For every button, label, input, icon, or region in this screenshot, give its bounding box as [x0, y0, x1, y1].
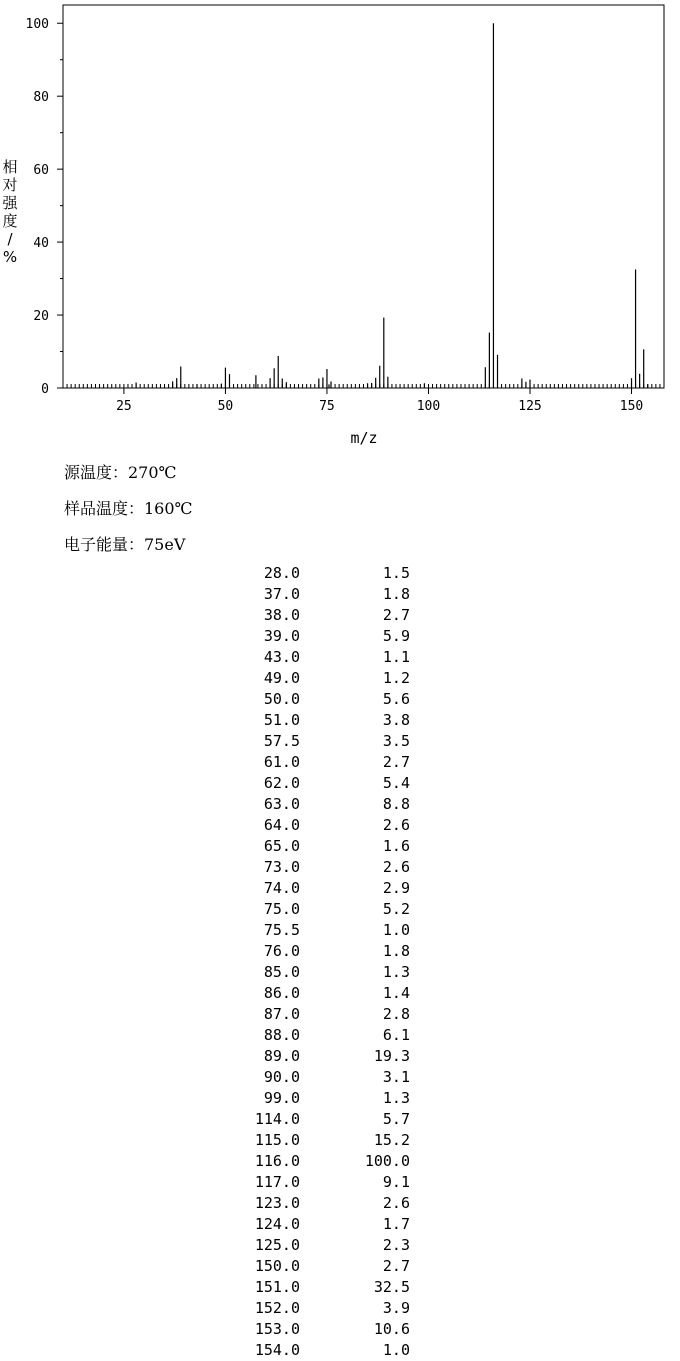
peak-row [220, 1130, 420, 1151]
peak-mz: 65.0 [263, 837, 300, 855]
peak-mz: 61.0 [263, 753, 300, 771]
peak-row [220, 1340, 420, 1361]
peak-row [220, 1277, 420, 1298]
peak-intensity: 1.8 [382, 942, 410, 960]
peak-row [220, 1151, 420, 1172]
peak-mz: 116.0 [254, 1152, 300, 1170]
x-tick-label: 150 [619, 399, 644, 414]
peak-row [220, 710, 420, 731]
peak-intensity: 2.3 [382, 1236, 410, 1254]
x-tick-label: 50 [217, 399, 234, 414]
peak-mz: 85.0 [263, 963, 300, 981]
peak-row [220, 836, 420, 857]
peak-row [220, 1109, 420, 1130]
peak-intensity: 19.3 [373, 1047, 410, 1065]
peak-row [220, 1067, 420, 1088]
y-axis-label-char: 度 [2, 212, 18, 230]
peak-row [220, 941, 420, 962]
peak-intensity: 2.7 [382, 753, 410, 771]
y-axis-label-char: / [7, 230, 13, 248]
peak-mz: 125.0 [254, 1236, 300, 1254]
peak-intensity: 2.9 [382, 879, 410, 897]
peak-mz: 154.0 [254, 1341, 300, 1359]
peak-intensity: 1.3 [382, 963, 410, 981]
peak-row [220, 1214, 420, 1235]
peak-intensity: 2.8 [382, 1005, 410, 1023]
peak-mz: 62.0 [263, 774, 300, 792]
y-tick-label: 80 [33, 90, 49, 106]
peak-intensity: 1.7 [382, 1215, 410, 1233]
peak-row [220, 1088, 420, 1109]
peak-intensity: 1.5 [382, 564, 410, 582]
peak-row [220, 605, 420, 626]
peak-intensity: 2.7 [382, 606, 410, 624]
peak-intensity: 1.8 [382, 585, 410, 603]
peak-intensity: 100.0 [364, 1152, 410, 1170]
peak-intensity: 5.6 [382, 690, 410, 708]
peak-intensity: 6.1 [382, 1026, 410, 1044]
peak-intensity: 2.6 [382, 1194, 410, 1212]
peak-row [220, 899, 420, 920]
y-tick-label: 100 [25, 17, 49, 33]
peak-mz: 37.0 [263, 585, 300, 603]
peak-row [220, 983, 420, 1004]
peak-mz: 88.0 [263, 1026, 300, 1044]
mass-spectrum-chart [0, 0, 680, 450]
peak-row [220, 731, 420, 752]
peak-mz: 75.5 [263, 921, 300, 939]
sample-temperature: 样品温度：160℃ [64, 499, 193, 518]
x-tick-label: 25 [116, 399, 132, 414]
peak-intensity: 1.4 [382, 984, 410, 1002]
peak-mz: 63.0 [263, 795, 300, 813]
peak-row [220, 668, 420, 689]
peak-mz: 151.0 [254, 1278, 300, 1296]
peak-mz: 43.0 [263, 648, 300, 666]
peak-mz: 38.0 [263, 606, 300, 624]
x-tick-label: 125 [518, 399, 542, 414]
x-axis-label: m/z [350, 429, 378, 447]
peak-row [220, 794, 420, 815]
peak-intensity: 5.7 [382, 1110, 410, 1128]
peak-intensity: 3.8 [382, 711, 410, 729]
y-tick-label: 60 [33, 163, 49, 179]
peak-mz: 117.0 [254, 1173, 300, 1191]
peak-row [220, 815, 420, 836]
minor-tick-marks [63, 384, 664, 388]
peak-intensity: 1.2 [382, 669, 410, 687]
peak-mz: 50.0 [263, 690, 300, 708]
peak-mz: 64.0 [263, 816, 300, 834]
y-tick-label: 0 [41, 382, 49, 397]
peak-intensity: 1.3 [382, 1089, 410, 1107]
peak-row [220, 1172, 420, 1193]
y-tick-label: 40 [33, 236, 49, 252]
peak-row [220, 857, 420, 878]
peak-mz: 115.0 [254, 1131, 300, 1149]
peak-row [220, 1298, 420, 1319]
peak-row [220, 584, 420, 605]
peak-row [220, 752, 420, 773]
peak-intensity: 1.1 [382, 648, 410, 666]
peak-row [220, 1319, 420, 1340]
peak-row [220, 689, 420, 710]
peak-intensity: 2.7 [382, 1257, 410, 1275]
peak-table [220, 563, 420, 1361]
y-axis-label-char: 强 [2, 194, 18, 212]
peak-row [220, 920, 420, 941]
x-axis-ticks [116, 388, 643, 414]
peak-mz: 51.0 [263, 711, 300, 729]
peak-mz: 99.0 [263, 1089, 300, 1107]
peak-row [220, 773, 420, 794]
y-axis-label-char: 对 [2, 176, 18, 194]
y-axis-label [2, 158, 18, 266]
peak-intensity: 3.5 [382, 732, 410, 750]
peak-intensity: 5.2 [382, 900, 410, 918]
peak-intensity: 3.1 [382, 1068, 410, 1086]
peak-intensity: 2.6 [382, 816, 410, 834]
peak-mz: 153.0 [254, 1320, 300, 1338]
peak-row [220, 647, 420, 668]
electron-energy: 电子能量：75eV [64, 535, 186, 554]
peak-intensity: 3.9 [382, 1299, 410, 1317]
peak-mz: 87.0 [263, 1005, 300, 1023]
y-axis-ticks [26, 17, 63, 397]
peak-mz: 76.0 [263, 942, 300, 960]
peak-mz: 150.0 [254, 1257, 300, 1275]
peak-row [220, 626, 420, 647]
peak-row [220, 1235, 420, 1256]
peak-row [220, 563, 420, 584]
peak-intensity: 1.0 [382, 921, 410, 939]
peak-mz: 86.0 [263, 984, 300, 1002]
peak-mz: 74.0 [263, 879, 300, 897]
peak-intensity: 9.1 [382, 1173, 410, 1191]
x-tick-label: 100 [416, 399, 441, 414]
peak-mz: 114.0 [254, 1110, 300, 1128]
peak-row [220, 1256, 420, 1277]
peak-intensity: 5.4 [382, 774, 410, 792]
peak-mz: 57.5 [263, 732, 300, 750]
peak-mz: 28.0 [263, 564, 300, 582]
peak-mz: 39.0 [263, 627, 300, 645]
x-tick-label: 75 [319, 399, 335, 414]
peak-mz: 123.0 [254, 1194, 300, 1212]
peak-intensity: 1.6 [382, 837, 410, 855]
peak-mz: 152.0 [254, 1299, 300, 1317]
peak-intensity: 5.9 [382, 627, 410, 645]
plot-frame [63, 5, 664, 388]
y-axis-label-char: % [2, 248, 18, 266]
peak-mz: 49.0 [263, 669, 300, 687]
peak-intensity: 15.2 [373, 1131, 410, 1149]
peak-mz: 90.0 [263, 1068, 300, 1086]
peak-mz: 75.0 [263, 900, 300, 918]
spectrum-peaks [136, 23, 648, 388]
peak-row [220, 1193, 420, 1214]
peak-row [220, 962, 420, 983]
peak-intensity: 32.5 [373, 1278, 410, 1296]
peak-mz: 124.0 [254, 1215, 300, 1233]
peak-row [220, 1025, 420, 1046]
peak-intensity: 1.0 [382, 1341, 410, 1359]
y-axis-label-char: 相 [2, 158, 18, 176]
peak-intensity: 2.6 [382, 858, 410, 876]
peak-intensity: 10.6 [373, 1320, 410, 1338]
peak-mz: 73.0 [263, 858, 300, 876]
y-tick-label: 20 [33, 309, 49, 325]
peak-row [220, 1004, 420, 1025]
peak-intensity: 8.8 [382, 795, 410, 813]
peak-mz: 89.0 [263, 1047, 300, 1065]
source-temperature: 源温度：270℃ [64, 463, 177, 482]
peak-row [220, 1046, 420, 1067]
peak-row [220, 878, 420, 899]
